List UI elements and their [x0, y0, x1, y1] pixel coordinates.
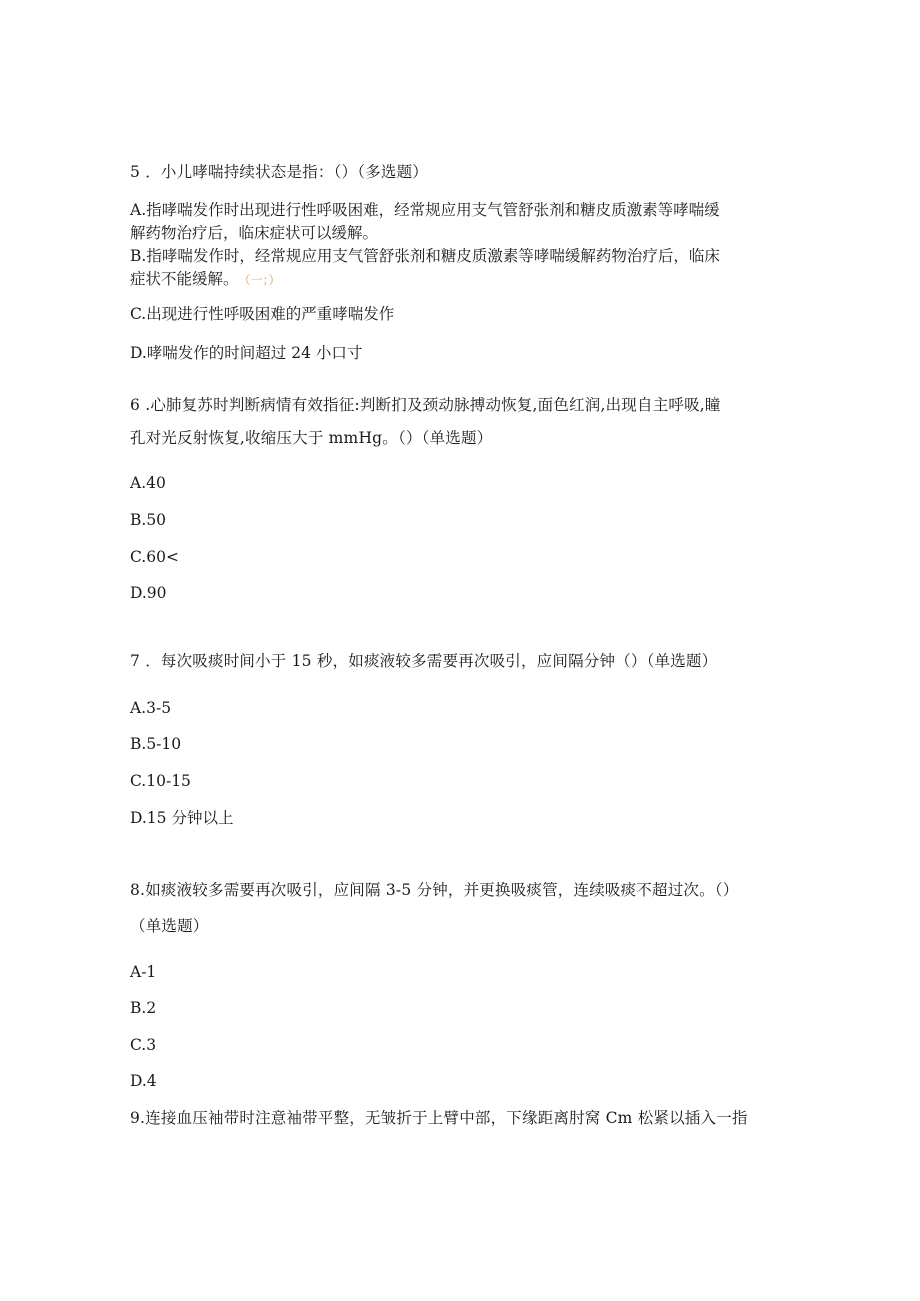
question-7-option-d: D.15 分钟以上: [130, 809, 234, 827]
question-5-option-c: C.出现进行性呼吸困难的严重哮喘发作: [130, 305, 395, 323]
question-6-option-c: C.60<: [130, 548, 179, 566]
question-7-option-c: C.10-15: [130, 772, 191, 790]
question-8-option-d: D.4: [130, 1072, 157, 1090]
question-5-stem: 5 ．小儿哮喘持续状态是指：（）（多选题）: [130, 163, 428, 181]
answer-mark: （一；）: [244, 273, 281, 287]
question-8-option-b: B.2: [130, 999, 157, 1017]
question-6-option-b: B.50: [130, 511, 167, 529]
question-7-option-b: B.5-10: [130, 735, 182, 753]
question-7-stem: 7 ．每次吸痰时间小于 15 秒，如痰液较多需要再次吸引，应间隔分钟（）（单选题）: [130, 652, 718, 670]
question-5-option-a-line2: 解药物治疗后，临床症状可以缓解。: [130, 224, 379, 242]
question-8-stem-line1: 8.如痰液较多需要再次吸引，应间隔 3-5 分钟，并更换吸痰管，连续吸痰不超过次。（）: [130, 881, 739, 899]
question-5-option-b-line2-wrap: [130, 268, 800, 291]
question-6-stem-line1: 6 .心肺复苏时判断病情有效指征:判断扪及颈动脉搏动恢复,面色红润,出现自主呼吸,瞳: [130, 396, 721, 414]
question-6-stem-line2: 孔对光反射恢复,收缩压大于 mmHg。（）（单选题）: [130, 429, 493, 447]
question-5-option-b-line2: 症状不能缓解。: [130, 270, 239, 288]
question-5-option-d: D.哮喘发作的时间超过 24 小口寸: [130, 344, 363, 362]
question-8-stem-line2: （单选题）: [130, 917, 209, 935]
question-6-option-a: A.40: [130, 474, 166, 492]
question-8-option-a: A-1: [130, 963, 157, 981]
question-9-stem: 9.连接血压袖带时注意袖带平整，无皱折于上臂中部，下缘距离肘窝 Cm 松紧以插入一指: [130, 1109, 748, 1127]
question-5-option-b-line1: B.指哮喘发作时，经常规应用支气管舒张剂和糖皮质激素等哮喘缓解药物治疗后，临床: [130, 247, 720, 265]
question-6-option-d: D.90: [130, 584, 167, 602]
question-5-option-a-line1: A.指哮喘发作时出现进行性呼吸困难，经常规应用支气管舒张剂和糖皮质激素等哮喘缓: [130, 201, 720, 219]
question-7-option-a: A.3-5: [130, 699, 172, 717]
question-8-option-c: C.3: [130, 1036, 157, 1054]
